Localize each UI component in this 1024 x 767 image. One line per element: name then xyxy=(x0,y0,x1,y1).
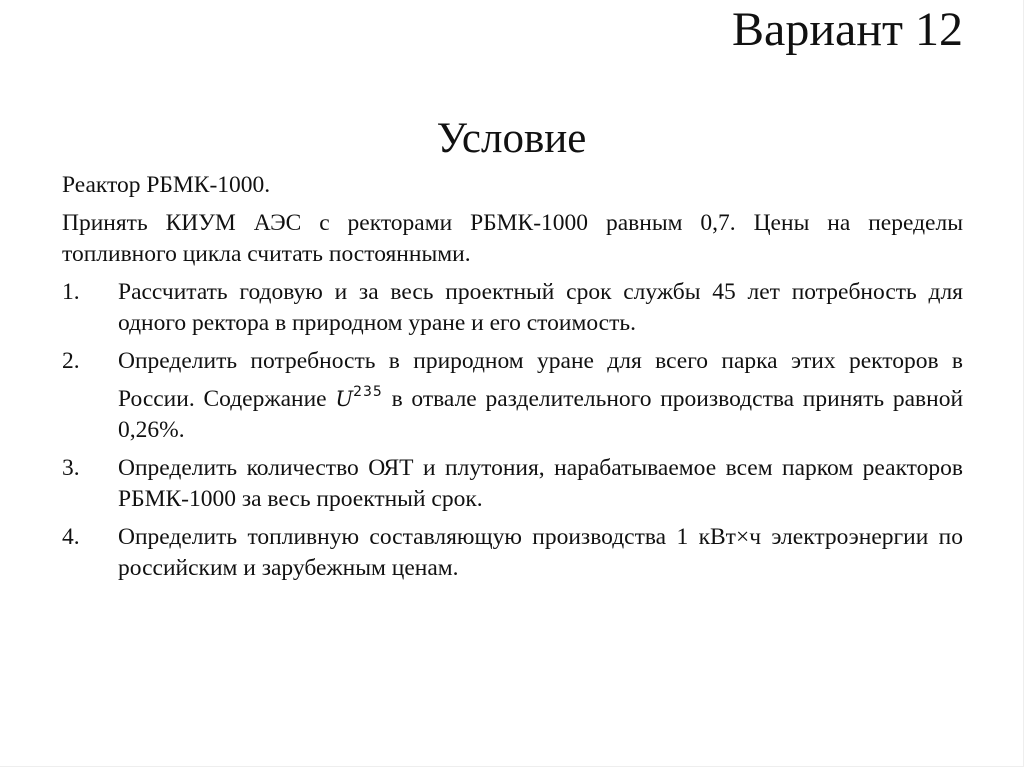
list-item-number: 4. xyxy=(62,524,80,550)
list-item-number: 1. xyxy=(62,279,80,305)
slide-subtitle: Условие xyxy=(436,115,587,162)
list-item-text: Рассчитать годовую и за весь проектный срок службы 45 лет потребность для одного ректора в природном уране и его стоимость. xyxy=(118,279,963,336)
text-before-formula: Определить потребность в природном уране для всего парка этих ректоров в России. Содержание xyxy=(118,348,963,412)
condition-paragraph: Принять КИУМ АЭС с ректорами РБМК-1000 равным 0,7. Цены на переделы топливного цикла считать постоянными. xyxy=(62,210,963,267)
text-after-formula: в отвале разделительного производства принять равной 0,26%. xyxy=(118,386,964,443)
isotope-superscript: 235 xyxy=(353,384,383,400)
slide-body xyxy=(62,170,963,591)
intro-text: Реактор РБМК-1000. xyxy=(62,172,271,198)
list-item xyxy=(62,453,963,515)
list-item xyxy=(62,522,963,584)
list-item-number: 3. xyxy=(62,455,80,481)
uranium-symbol: U xyxy=(335,387,354,411)
list-item-text: Определить количество ОЯТ и плутония, нарабатываемое всем парком реакторов РБМК-1000 за весь проектный срок. xyxy=(118,455,963,512)
slide-title: Вариант 12 xyxy=(732,3,963,56)
list-item-text xyxy=(118,346,963,446)
list-item-number: 2. xyxy=(62,348,80,374)
list-item xyxy=(62,277,963,339)
list-item-text: Определить топливную составляющую производства 1 кВт×ч электроэнергии по российским и зарубежным ценам. xyxy=(118,524,963,581)
list-item xyxy=(62,346,963,446)
